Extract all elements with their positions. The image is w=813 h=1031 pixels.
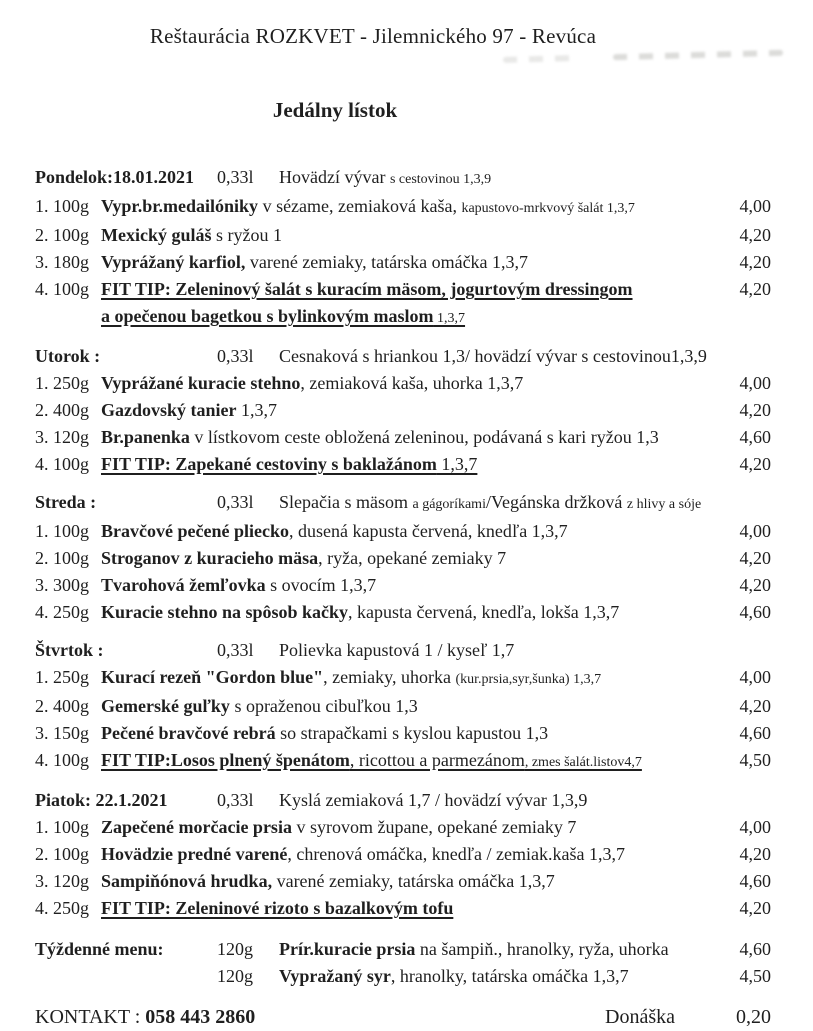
scan-smudge <box>503 55 573 63</box>
contact-info <box>35 1004 255 1031</box>
text-segment: z hlivy a sóje <box>626 497 702 512</box>
item-weight: 100g <box>53 844 89 864</box>
day-label: Utorok : <box>35 346 101 366</box>
menu-item-row <box>35 720 771 747</box>
text-segment: Vypr.br.medailóniky <box>101 196 259 216</box>
item-weight: 100g <box>53 521 89 541</box>
day-header-row <box>35 489 771 518</box>
item-weight: 400g <box>53 400 89 420</box>
item-description <box>101 276 721 332</box>
item-price: 4,20 <box>739 279 771 299</box>
item-price: 4,20 <box>739 844 771 864</box>
item-price: 4,20 <box>739 575 771 595</box>
footer <box>35 1004 771 1031</box>
soup-volume: 0,33l <box>217 640 254 660</box>
contact-label: KONTAKT : <box>35 1006 146 1028</box>
menu-item-row <box>35 747 771 776</box>
item-number: 1. <box>35 196 49 216</box>
item-price: 4,00 <box>739 667 771 687</box>
item-description <box>279 936 721 963</box>
text-segment: Vyprážaný karfiol, <box>101 252 246 272</box>
item-description <box>101 841 721 868</box>
soup-description <box>279 787 771 814</box>
text-segment: varené zemiaky, tatárska omáčka 1,3,7 <box>245 252 529 272</box>
item-weight: 120g <box>217 939 253 959</box>
day-header-row <box>35 343 771 370</box>
item-price: 4,00 <box>739 521 771 541</box>
item-weight: 120g <box>53 871 89 891</box>
text-segment: 1,3,7 <box>236 400 278 420</box>
text-segment: (kur.prsia,syr,šunka) 1,3,7 <box>455 672 602 687</box>
text-segment: s cestovinou 1,3,9 <box>389 172 492 187</box>
item-weight: 300g <box>53 575 89 595</box>
item-number: 4. <box>35 454 49 474</box>
text-segment: Hovädzie predné varené <box>101 844 288 864</box>
day-section <box>35 637 771 776</box>
text-segment: Stroganov z kuracieho mäsa <box>101 548 319 568</box>
item-price: 4,60 <box>739 723 771 743</box>
item-description <box>101 222 721 249</box>
item-number: 2. <box>35 696 49 716</box>
item-price: 4,20 <box>739 898 771 918</box>
menu-item-row <box>35 276 771 332</box>
day-section <box>35 489 771 626</box>
item-number: 3. <box>35 575 49 595</box>
delivery-label: Donáška <box>605 1006 675 1028</box>
text-segment: , ricottou a parmezánom <box>349 750 525 770</box>
item-number: 1. <box>35 373 49 393</box>
soup-volume: 0,33l <box>217 492 254 512</box>
menu-item-row <box>35 249 771 276</box>
menu-item-row <box>35 193 771 222</box>
text-segment: Vyprážané kuracie stehno <box>101 373 301 393</box>
text-segment: , chrenová omáčka, knedľa / zemiak.kaša 1,3,7 <box>287 844 626 864</box>
item-description <box>101 370 721 397</box>
text-segment: Vypražaný syr <box>279 966 391 986</box>
text-segment: so strapačkami s kyslou kapustou 1,3 <box>275 723 549 743</box>
item-description <box>101 868 721 895</box>
item-number: 1. <box>35 817 49 837</box>
item-number: 3. <box>35 252 49 272</box>
text-segment: , kapusta červená, knedľa, lokša 1,3,7 <box>348 602 620 622</box>
restaurant-header: Reštaurácia ROZKVET - Jilemnického 97 - Revúca <box>149 24 597 48</box>
item-weight: 100g <box>53 454 89 474</box>
item-number: 4. <box>35 750 49 770</box>
item-description <box>101 518 721 545</box>
item-price: 4,60 <box>739 939 771 959</box>
item-description <box>101 599 721 626</box>
menu-item-row <box>35 424 771 451</box>
item-number: 2. <box>35 400 49 420</box>
text-segment: FIT TIP: Zeleninový šalát s kuracím mäsom, jogurtovým dressingom <box>101 279 633 299</box>
item-price: 4,20 <box>739 548 771 568</box>
text-segment: Tvarohová žemľovka <box>101 575 266 595</box>
item-weight: 250g <box>53 898 89 918</box>
text-segment: Pečené bravčové rebrá <box>101 723 276 743</box>
item-description <box>101 451 721 478</box>
menu-item-row <box>35 222 771 249</box>
item-weight: 180g <box>53 252 89 272</box>
item-number: 3. <box>35 427 49 447</box>
text-segment: Sampiňónová hrudka, <box>101 871 273 891</box>
weekly-menu <box>35 936 771 990</box>
menu-item-row <box>35 814 771 841</box>
item-description <box>101 397 721 424</box>
soup-volume: 0,33l <box>217 346 254 366</box>
item-price: 4,50 <box>739 750 771 770</box>
item-price: 4,60 <box>739 602 771 622</box>
menu-item-row <box>35 868 771 895</box>
day-label: Pondelok:18.01.2021 <box>35 167 195 187</box>
item-number: 3. <box>35 723 49 743</box>
item-weight: 250g <box>53 667 89 687</box>
text-segment: a opečenou bagetkou s bylinkovým maslom <box>101 306 434 326</box>
item-number: 4. <box>35 602 49 622</box>
item-price: 4,00 <box>739 196 771 216</box>
text-segment: s opraženou cibuľkou 1,3 <box>229 696 418 716</box>
day-header-row <box>35 787 771 814</box>
text-segment: FIT TIP: Zeleninové rizoto s bazalkovým tofu <box>101 898 454 918</box>
menu-item-row <box>35 451 771 478</box>
soup-description <box>279 489 771 518</box>
item-number: 4. <box>35 279 49 299</box>
item-description <box>101 249 721 276</box>
text-segment: Kurací rezeň "Gordon blue" <box>101 667 324 687</box>
menu-item-row <box>35 693 771 720</box>
text-segment: , zemiaky, uhorka <box>323 667 456 687</box>
item-weight: 100g <box>53 817 89 837</box>
text-segment: v sézame, zemiaková kaša, <box>258 196 462 216</box>
item-number: 2. <box>35 548 49 568</box>
day-section <box>35 343 771 478</box>
day-header-row <box>35 164 771 193</box>
menu-item-row <box>35 936 771 963</box>
soup-description <box>279 343 771 370</box>
text-segment: Br.panenka <box>101 427 190 447</box>
menu-item-row <box>35 841 771 868</box>
text-segment: Zapečené morčacie prsia <box>101 817 292 837</box>
item-description-wrap <box>101 303 715 332</box>
soup-description <box>279 637 771 664</box>
text-segment: FIT TIP:Losos plnený špenátom <box>101 750 350 770</box>
text-segment: Polievka kapustová 1 / kyseľ 1,7 <box>279 640 515 660</box>
item-description <box>101 814 721 841</box>
text-segment: Bravčové pečené pliecko <box>101 521 289 541</box>
text-segment: FIT TIP: Zapekané cestoviny s baklažánom <box>101 454 437 474</box>
item-description <box>101 572 721 599</box>
item-weight: 120g <box>217 966 253 986</box>
text-segment: Prír.kuracie prsia <box>279 939 416 959</box>
item-weight: 100g <box>53 750 89 770</box>
text-segment: a gágoríkami <box>412 497 486 512</box>
text-segment: 1,3,7 <box>433 311 466 326</box>
text-segment: Mexický guláš <box>101 225 212 245</box>
item-price: 4,00 <box>739 817 771 837</box>
text-segment: Kyslá zemiaková 1,7 / hovädzí vývar 1,3,9 <box>279 790 588 810</box>
item-description <box>101 664 721 693</box>
item-price: 4,20 <box>739 252 771 272</box>
text-segment: Gemerské guľky <box>101 696 230 716</box>
item-price: 4,20 <box>739 696 771 716</box>
menu-item-row <box>35 518 771 545</box>
daily-menu <box>35 164 771 922</box>
item-description <box>101 895 721 922</box>
text-segment: Hovädzí vývar <box>279 167 390 187</box>
item-price: 4,60 <box>739 871 771 891</box>
day-header-row <box>35 637 771 664</box>
text-segment: s ovocím 1,3,7 <box>265 575 377 595</box>
text-segment: /Vegánska držková <box>485 492 627 512</box>
item-price: 4,00 <box>739 373 771 393</box>
item-description <box>101 693 721 720</box>
scan-smudge <box>613 50 783 60</box>
text-segment: v syrovom župane, opekané zemiaky 7 <box>291 817 577 837</box>
menu-item-row <box>35 572 771 599</box>
text-segment: Gazdovský tanier <box>101 400 237 420</box>
text-segment: v lístkovom ceste obložená zeleninou, podávaná s kari ryžou 1,3 <box>189 427 659 447</box>
weekly-menu-label: Týždenné menu: <box>35 939 164 959</box>
item-number: 3. <box>35 871 49 891</box>
menu-item-row <box>35 545 771 572</box>
text-segment: , dusená kapusta červená, knedľa 1,3,7 <box>288 521 568 541</box>
item-description <box>101 545 721 572</box>
text-segment: Cesnaková s hriankou 1,3/ hovädzí vývar s cestovinou1,3,9 <box>279 346 707 366</box>
item-weight: 150g <box>53 723 89 743</box>
text-segment: 1,3,7 <box>436 454 478 474</box>
item-price: 4,20 <box>739 400 771 420</box>
menu-item-row <box>35 963 771 990</box>
text-segment: s ryžou 1 <box>211 225 282 245</box>
contact-phone-number: 058 443 2860 <box>145 1006 256 1028</box>
delivery-price: 0,20 <box>736 1006 771 1028</box>
item-weight: 120g <box>53 427 89 447</box>
text-segment: , ryža, opekané zemiaky 7 <box>318 548 507 568</box>
item-price: 4,20 <box>739 454 771 474</box>
item-weight: 100g <box>53 548 89 568</box>
day-label: Piatok: 22.1.2021 <box>35 790 168 810</box>
text-segment: , zmes šalát.listov4,7 <box>524 755 642 770</box>
item-weight: 100g <box>53 225 89 245</box>
item-description <box>101 720 721 747</box>
page-title: Jedálny lístok <box>272 98 398 122</box>
item-weight: 250g <box>53 373 89 393</box>
item-weight: 100g <box>53 279 89 299</box>
text-segment: Kuracie stehno na spôsob kačky <box>101 602 349 622</box>
item-weight: 250g <box>53 602 89 622</box>
item-number: 4. <box>35 898 49 918</box>
text-segment: , zemiaková kaša, uhorka 1,3,7 <box>300 373 524 393</box>
menu-item-row <box>35 599 771 626</box>
menu-item-row <box>35 664 771 693</box>
item-description <box>279 963 721 990</box>
item-number: 1. <box>35 667 49 687</box>
text-segment: Slepačia s mäsom <box>279 492 413 512</box>
day-section <box>35 164 771 332</box>
text-segment: varené zemiaky, tatárska omáčka 1,3,7 <box>272 871 555 891</box>
item-price: 4,60 <box>739 427 771 447</box>
day-section <box>35 787 771 922</box>
soup-description <box>279 164 771 193</box>
menu-item-row <box>35 895 771 922</box>
item-description <box>101 424 721 451</box>
item-price: 4,20 <box>739 225 771 245</box>
item-number: 1. <box>35 521 49 541</box>
menu-item-row <box>35 397 771 424</box>
item-number: 2. <box>35 225 49 245</box>
item-description <box>101 747 721 776</box>
item-price: 4,50 <box>739 966 771 986</box>
text-segment: na šampiň., hranolky, ryža, uhorka <box>415 939 669 959</box>
item-weight: 100g <box>53 196 89 216</box>
day-label: Štvrtok : <box>35 640 104 660</box>
item-weight: 400g <box>53 696 89 716</box>
soup-volume: 0,33l <box>217 790 254 810</box>
text-segment: kapustovo-mrkvový šalát 1,3,7 <box>461 201 635 216</box>
day-label: Streda : <box>35 492 97 512</box>
text-segment: , hranolky, tatárska omáčka 1,3,7 <box>390 966 629 986</box>
soup-volume: 0,33l <box>217 167 254 187</box>
menu-item-row <box>35 370 771 397</box>
item-description <box>101 193 721 222</box>
item-number: 2. <box>35 844 49 864</box>
